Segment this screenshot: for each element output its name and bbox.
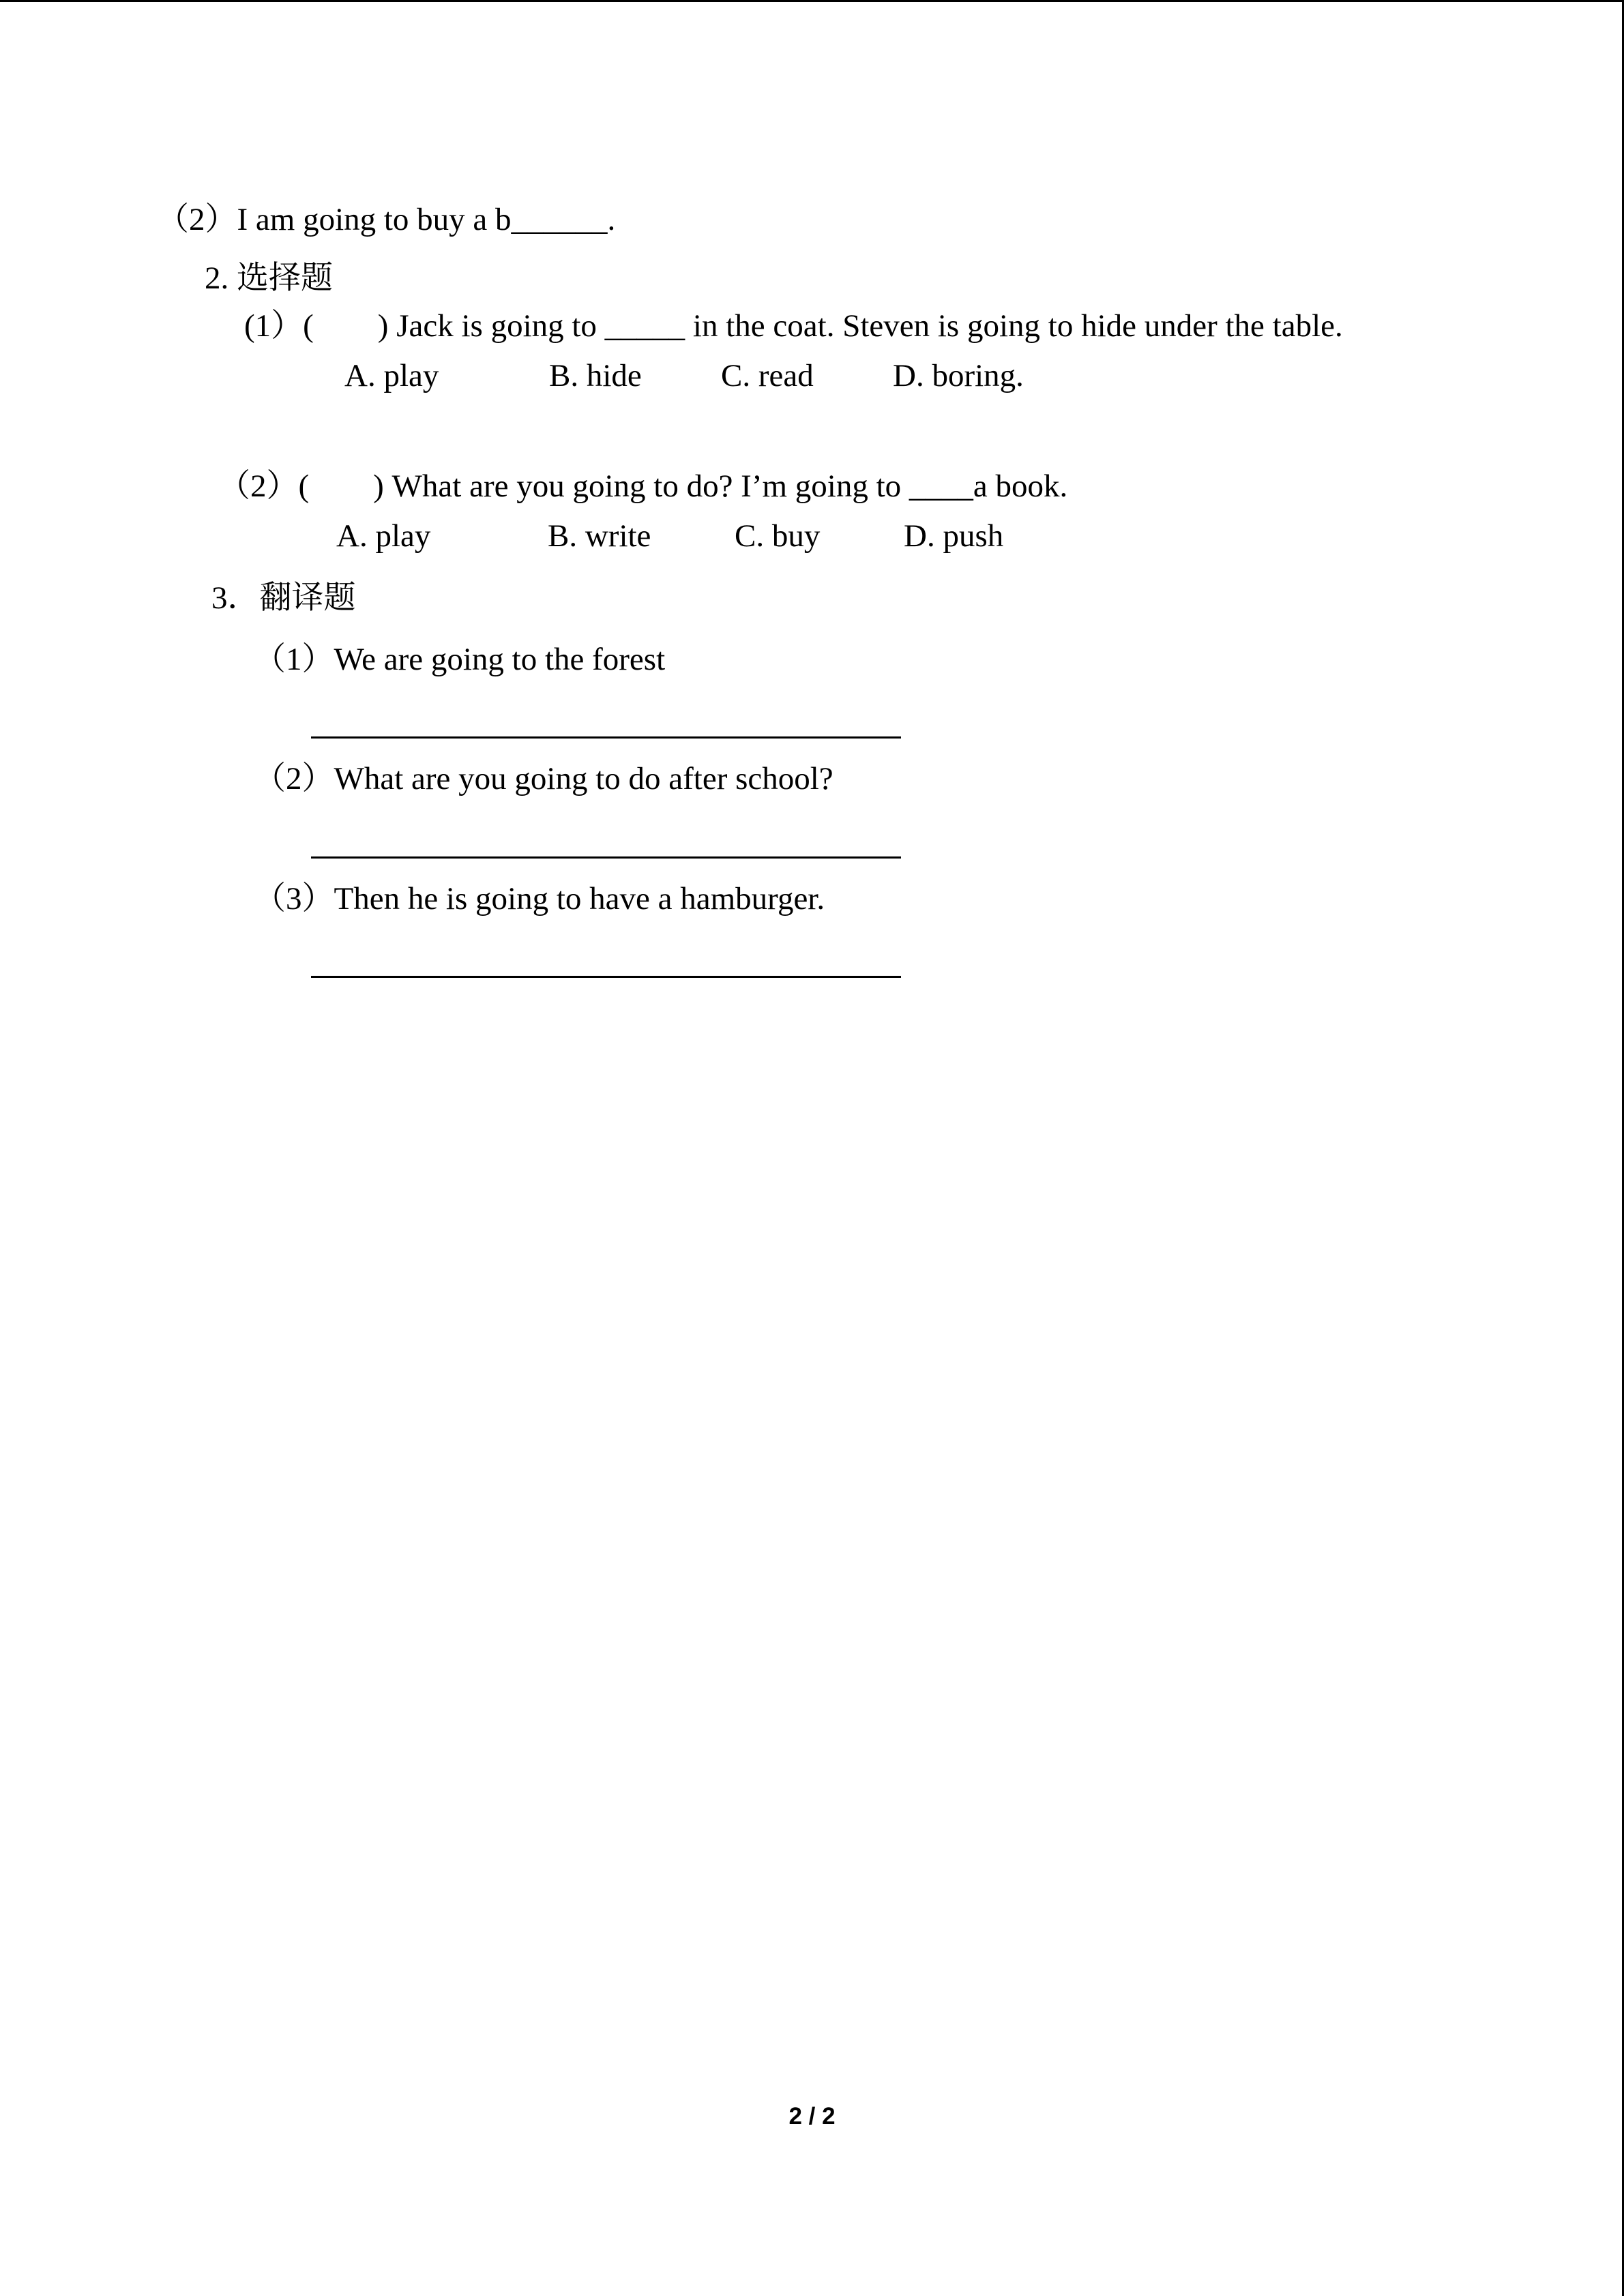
choice-question-2-option-d: D. push (904, 518, 1004, 554)
answer-line-3 (311, 976, 901, 978)
page-number: 2 / 2 (788, 2103, 836, 2130)
top-border (0, 0, 1624, 2)
choice-question-1-stem: (1）( ) Jack is going to _____ in the coat. Steven is going to hide under the table. (244, 308, 1343, 344)
choice-question-2-stem: （2）( ) What are you going to do? I’m going to ____a book. (218, 468, 1068, 504)
choice-question-2-option-a: A. play (336, 518, 431, 554)
choice-question-1-option-c: C. read (721, 358, 814, 393)
answer-line-1 (311, 736, 901, 739)
translation-item-1: （1）We are going to the forest (254, 642, 666, 677)
choice-question-1-option-a: A. play (344, 358, 439, 393)
question-1-2: （2）I am going to buy a b______. (157, 202, 616, 237)
answer-line-2 (311, 856, 901, 859)
translation-item-2: （2）What are you going to do after school? (254, 761, 833, 796)
choice-question-1-option-b: B. hide (549, 358, 642, 393)
choice-question-2-option-b: B. write (548, 518, 651, 554)
choice-question-2-option-c: C. buy (735, 518, 821, 554)
choice-question-1-option-d: D. boring. (893, 358, 1024, 393)
section-3-title: 3．翻译题 (211, 580, 356, 616)
translation-item-3: （3）Then he is going to have a hamburger. (254, 881, 825, 916)
section-2-title: 2. 选择题 (205, 260, 333, 296)
